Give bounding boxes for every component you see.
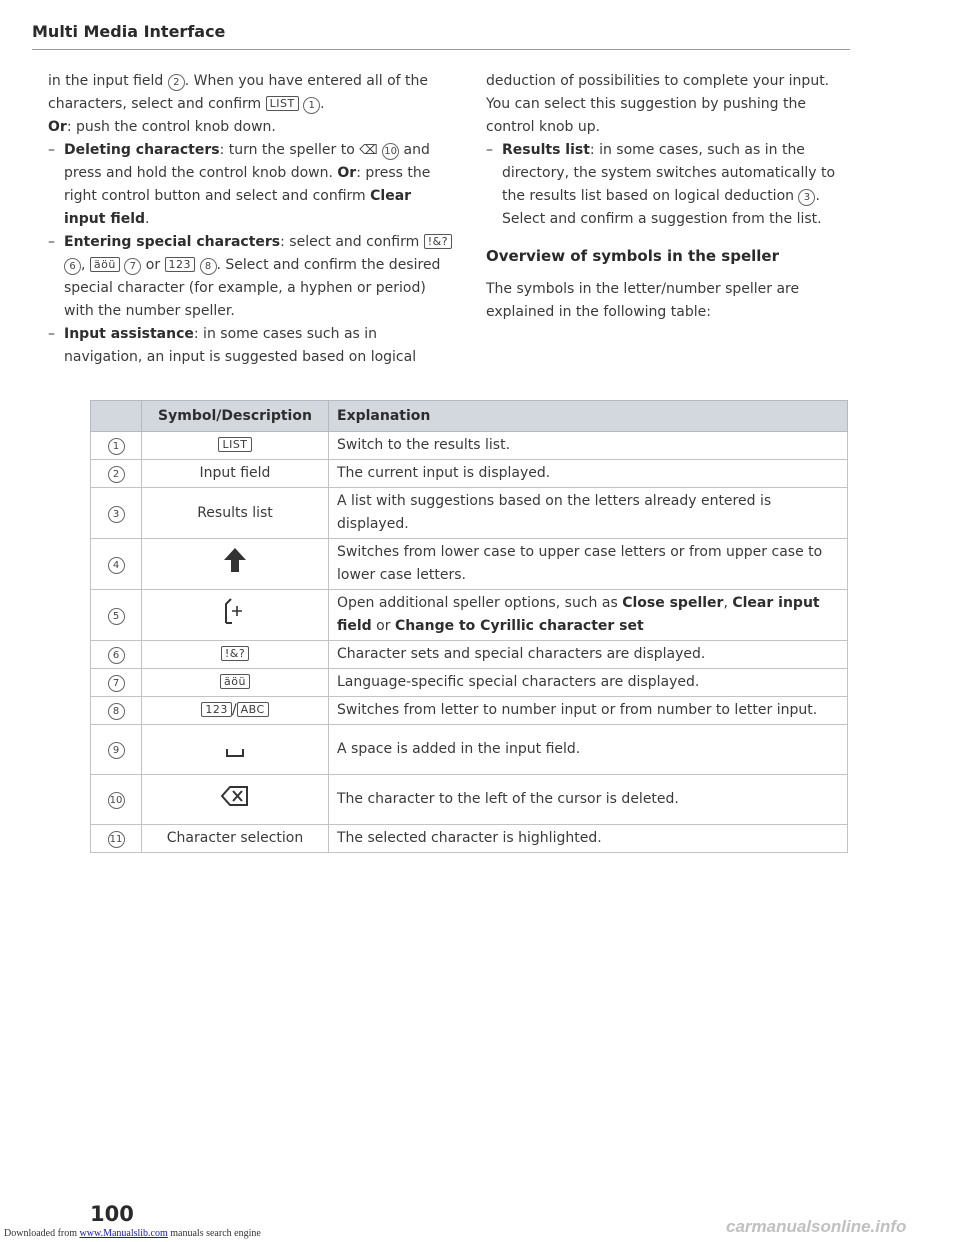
paragraph-input-field: in the input field 2 . When you have entered all of the characters, select and confirm LIST 1 . (48, 73, 429, 112)
right-column (486, 70, 850, 324)
row-number: 8 (108, 703, 125, 720)
bullet-results-list: – Results list: in some cases, such as in the directory, the system switches automatically to the results list based on logical deduction 3 . Select and confirm a suggestion from the list. (486, 139, 850, 231)
header-number (91, 401, 142, 432)
row-number: 6 (108, 647, 125, 664)
row-number: 4 (108, 557, 125, 574)
list-key-symbol: LIST (218, 437, 251, 452)
row-explanation: The character to the left of the cursor is deleted. (329, 775, 848, 825)
row-explanation: Switch to the results list. (329, 432, 848, 460)
backspace-icon (221, 785, 249, 807)
row-explanation: A space is added in the input field. (329, 725, 848, 775)
row-explanation: A list with suggestions based on the letters already entered is displayed. (329, 488, 848, 539)
special-chars-key: !&? (424, 234, 452, 249)
watermark: carmanualsonline.info (726, 1217, 907, 1236)
callout-8: 8 (200, 258, 217, 275)
paragraph-table-intro: The symbols in the letter/number speller are explained in the following table: (486, 281, 800, 320)
callout-2: 2 (168, 74, 185, 91)
page-number: 100 (90, 1202, 134, 1226)
section-title: Multi Media Interface (32, 22, 226, 41)
header-divider (32, 49, 850, 50)
row-number: 3 (108, 506, 125, 523)
symbols-table (90, 400, 848, 853)
number-key-symbol: 123 (201, 702, 232, 717)
bullet-input-assistance: – Input assistance: in some cases such as in navigation, an input is suggested based on logical (48, 323, 456, 369)
table-row (91, 590, 848, 641)
umlaut-key: äöü (90, 257, 120, 272)
row-symbol: Results list (142, 488, 329, 539)
row-explanation: The selected character is highlighted. (329, 825, 848, 853)
speller-options-icon (222, 596, 248, 626)
callout-10: 10 (382, 143, 399, 160)
header-explanation: Explanation (329, 401, 848, 432)
row-explanation: The current input is displayed. (329, 460, 848, 488)
row-number: 2 (108, 466, 125, 483)
table-row (91, 825, 848, 853)
table-row (91, 488, 848, 539)
table-header-row (91, 401, 848, 432)
row-number: 1 (108, 438, 125, 455)
callout-3: 3 (798, 189, 815, 206)
backspace-icon: ⌫ (359, 143, 378, 158)
paragraph-deduction: deduction of possibilities to complete your input. You can select this suggestion by pushing the control knob up. (486, 73, 830, 135)
table-row (91, 669, 848, 697)
space-icon (226, 749, 244, 757)
row-explanation: Language-specific special characters are displayed. (329, 669, 848, 697)
special-chars-key-symbol: !&? (221, 646, 249, 661)
table-row (91, 725, 848, 775)
number-key: 123 (165, 257, 196, 272)
manualslib-link[interactable]: www.Manualslib.com (79, 1228, 168, 1239)
download-footer: Downloaded from www.Manualslib.com manuals search engine (4, 1228, 261, 1239)
bullet-deleting-characters: – Deleting characters: turn the speller to ⌫ 10 and press and hold the control knob down. Or: press the right control button and select and confirm Clear input field. (48, 139, 456, 231)
row-explanation: Open additional speller options, such as Close speller, Clear input field or Change to Cyrillic character set (329, 590, 848, 641)
callout-1: 1 (303, 97, 320, 114)
table-row (91, 775, 848, 825)
letter-key-symbol: ABC (237, 702, 269, 717)
page-header (32, 22, 850, 50)
subheading-symbols-overview: Overview of symbols in the speller (486, 247, 779, 265)
callout-6: 6 (64, 258, 81, 275)
table-row (91, 539, 848, 590)
table-row (91, 460, 848, 488)
row-explanation: Switches from letter to number input or from number to letter input. (329, 697, 848, 725)
paragraph-or-push: Or: push the control knob down. (48, 119, 276, 135)
umlaut-key-symbol: äöü (220, 674, 250, 689)
row-symbol: Character selection (142, 825, 329, 853)
header-symbol: Symbol/Description (142, 401, 329, 432)
callout-7: 7 (124, 258, 141, 275)
table-row: 8 123 / ABC Switches from letter to number input or from number to letter input. (91, 697, 848, 725)
table-row (91, 641, 848, 669)
row-explanation: Character sets and special characters are displayed. (329, 641, 848, 669)
left-column (48, 70, 456, 369)
bullet-special-characters: – Entering special characters: select and confirm !&? 6 , äöü 7 or 123 8 . Select and confirm the desired special character (for example, a hyphen or period) with the number speller. (48, 231, 456, 323)
row-symbol: Input field (142, 460, 329, 488)
shift-arrow-icon (223, 546, 247, 574)
table-row (91, 432, 848, 460)
row-number: 11 (108, 831, 125, 848)
row-number: 5 (108, 608, 125, 625)
list-key: LIST (266, 96, 299, 111)
row-explanation: Switches from lower case to upper case letters or from upper case to lower case letters. (329, 539, 848, 590)
row-number: 9 (108, 742, 125, 759)
row-number: 10 (108, 792, 125, 809)
row-number: 7 (108, 675, 125, 692)
